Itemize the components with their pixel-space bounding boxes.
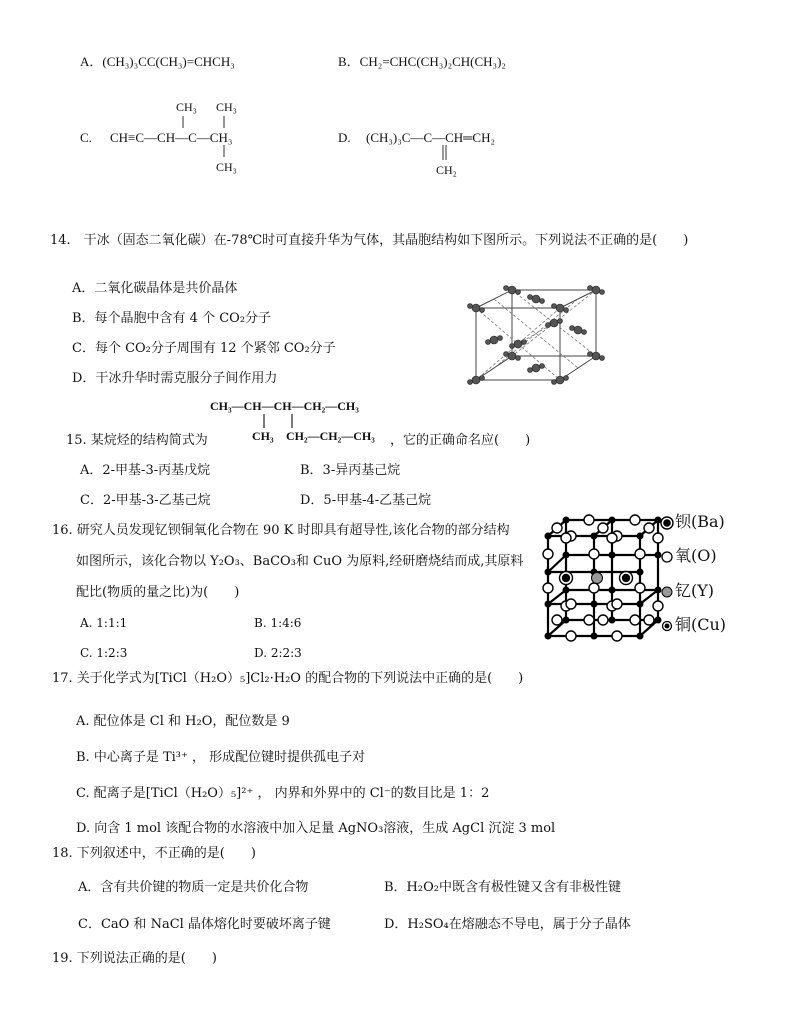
q18-option-a: A．含有共价键的物质一定是共价化合物 [78,880,309,895]
q13-option-c-label: C. [80,130,92,145]
q13-c-bottom-substituent: CH₃ [216,160,237,174]
q13-c-top-substituent-1: CH₃ [176,100,197,114]
q16-stem-line-1: 16. 研究人员发现钇钡铜氧化合物在 90 K 时即具有超导性,该化合物的部分结构 [52,523,510,538]
q16-option-c: C. 1:2:3 [80,646,128,660]
q13-option-b: B．CH₂=CHC(CH₃)₂CH(CH₃)₂ [338,54,506,69]
q18-option-d: D．H₂SO₄在熔融态不导电，属于分子晶体 [384,917,631,932]
q19-stem: 19. 下列说法正确的是( ) [52,951,217,966]
q13-option-a: A．(CH₃)₃CC(CH₃)=CHCH₃ [80,54,235,69]
q14-option-a: A．二氧化碳晶体是共价晶体 [72,281,238,296]
q17-option-c: C. 配离子是[TiCl（H₂O）₅]²⁺ ， 内界和外界中的 Cl⁻的数目比是 1：2 [76,786,490,801]
q14-stem: 14. 干冰（固态二氧化碳）在-78℃时可直接升华为气体，其晶胞结构如下图所示。下列说法不正确的是( ) [50,233,689,248]
q15-stem-end: ，它的正确命名应( ) [390,433,531,448]
q13-d-bottom-substituent: CH₂ [436,163,457,177]
q17-option-b: B. 中心离子是 Ti³⁺ ， 形成配位键时提供孤电子对 [76,750,366,765]
q15-option-a: A．2-甲基-3-丙基戊烷 [80,463,211,478]
q14-option-d: D．干冰升华时需克服分子间作用力 [72,371,278,386]
legend-yttrium-label: 钇(Y) [675,581,715,600]
q14-option-c: C．每个 CO₂分子周围有 12 个紧邻 CO₂分子 [72,341,336,356]
q15-stem: 15. 某烷烃的结构简式为 [66,433,208,448]
q18-option-c: C．CaO 和 NaCl 晶体熔化时要破坏离子键 [78,917,331,932]
q15-option-b: B．3-异丙基己烷 [300,463,401,478]
q13-c-top-substituent-2: CH₃ [216,100,237,114]
q15-option-c: C．2-甲基-3-乙基己烷 [80,493,211,508]
q16-option-b: B. 1:4:6 [254,616,302,630]
q18-option-b: B．H₂O₂中既含有极性键又含有非极性键 [384,880,621,895]
q18-stem: 18. 下列叙述中，不正确的是( ) [52,846,256,861]
q15-structure-branch-propyl: CH₂—CH₂—CH₃ [286,429,375,443]
q14-option-b: B．每个晶胞中含有 4 个 CO₂分子 [72,311,272,326]
q15-structure-main-chain: CH₃—CH—CH—CH₂—CH₃ [210,399,359,413]
q13-option-c-structure: CH≡C—CH—C—CH₃ [110,130,233,145]
q15-option-d: D．5-甲基-4-乙基己烷 [300,493,432,508]
q16-stem-line-3: 配比(物质的量之比)为( ) [76,585,240,600]
legend-barium-label: 钡(Ba) [675,512,725,531]
q17-option-a: A. 配位体是 Cl 和 H₂O，配位数是 9 [76,714,290,729]
legend-copper-label: 铜(Cu) [675,615,727,634]
q17-option-d: D. 向含 1 mol 该配合物的水溶液中加入足量 AgNO₃溶液，生成 AgCl 沉淀 3 mol [76,821,556,836]
legend-oxygen-label: 氧(O) [675,546,717,565]
q16-option-a: A. 1:1:1 [80,616,128,630]
q15-structure-branch-methyl: CH₃ [252,429,274,443]
q16-stem-line-2: 如图所示，该化合物以 Y₂O₃、BaCO₃和 CuO 为原料,经研磨烧结而成,其原料 [76,554,524,569]
q17-stem: 17. 关于化学式为[TiCl（H₂O）₅]Cl₂·H₂O 的配合物的下列说法中正确的是( ) [52,671,524,686]
q16-option-d: D. 2:2:3 [254,646,302,660]
q13-option-d-label: D. [338,130,351,145]
q13-option-d-structure: (CH₃)₃C—C—CH═CH₂ [366,130,495,145]
